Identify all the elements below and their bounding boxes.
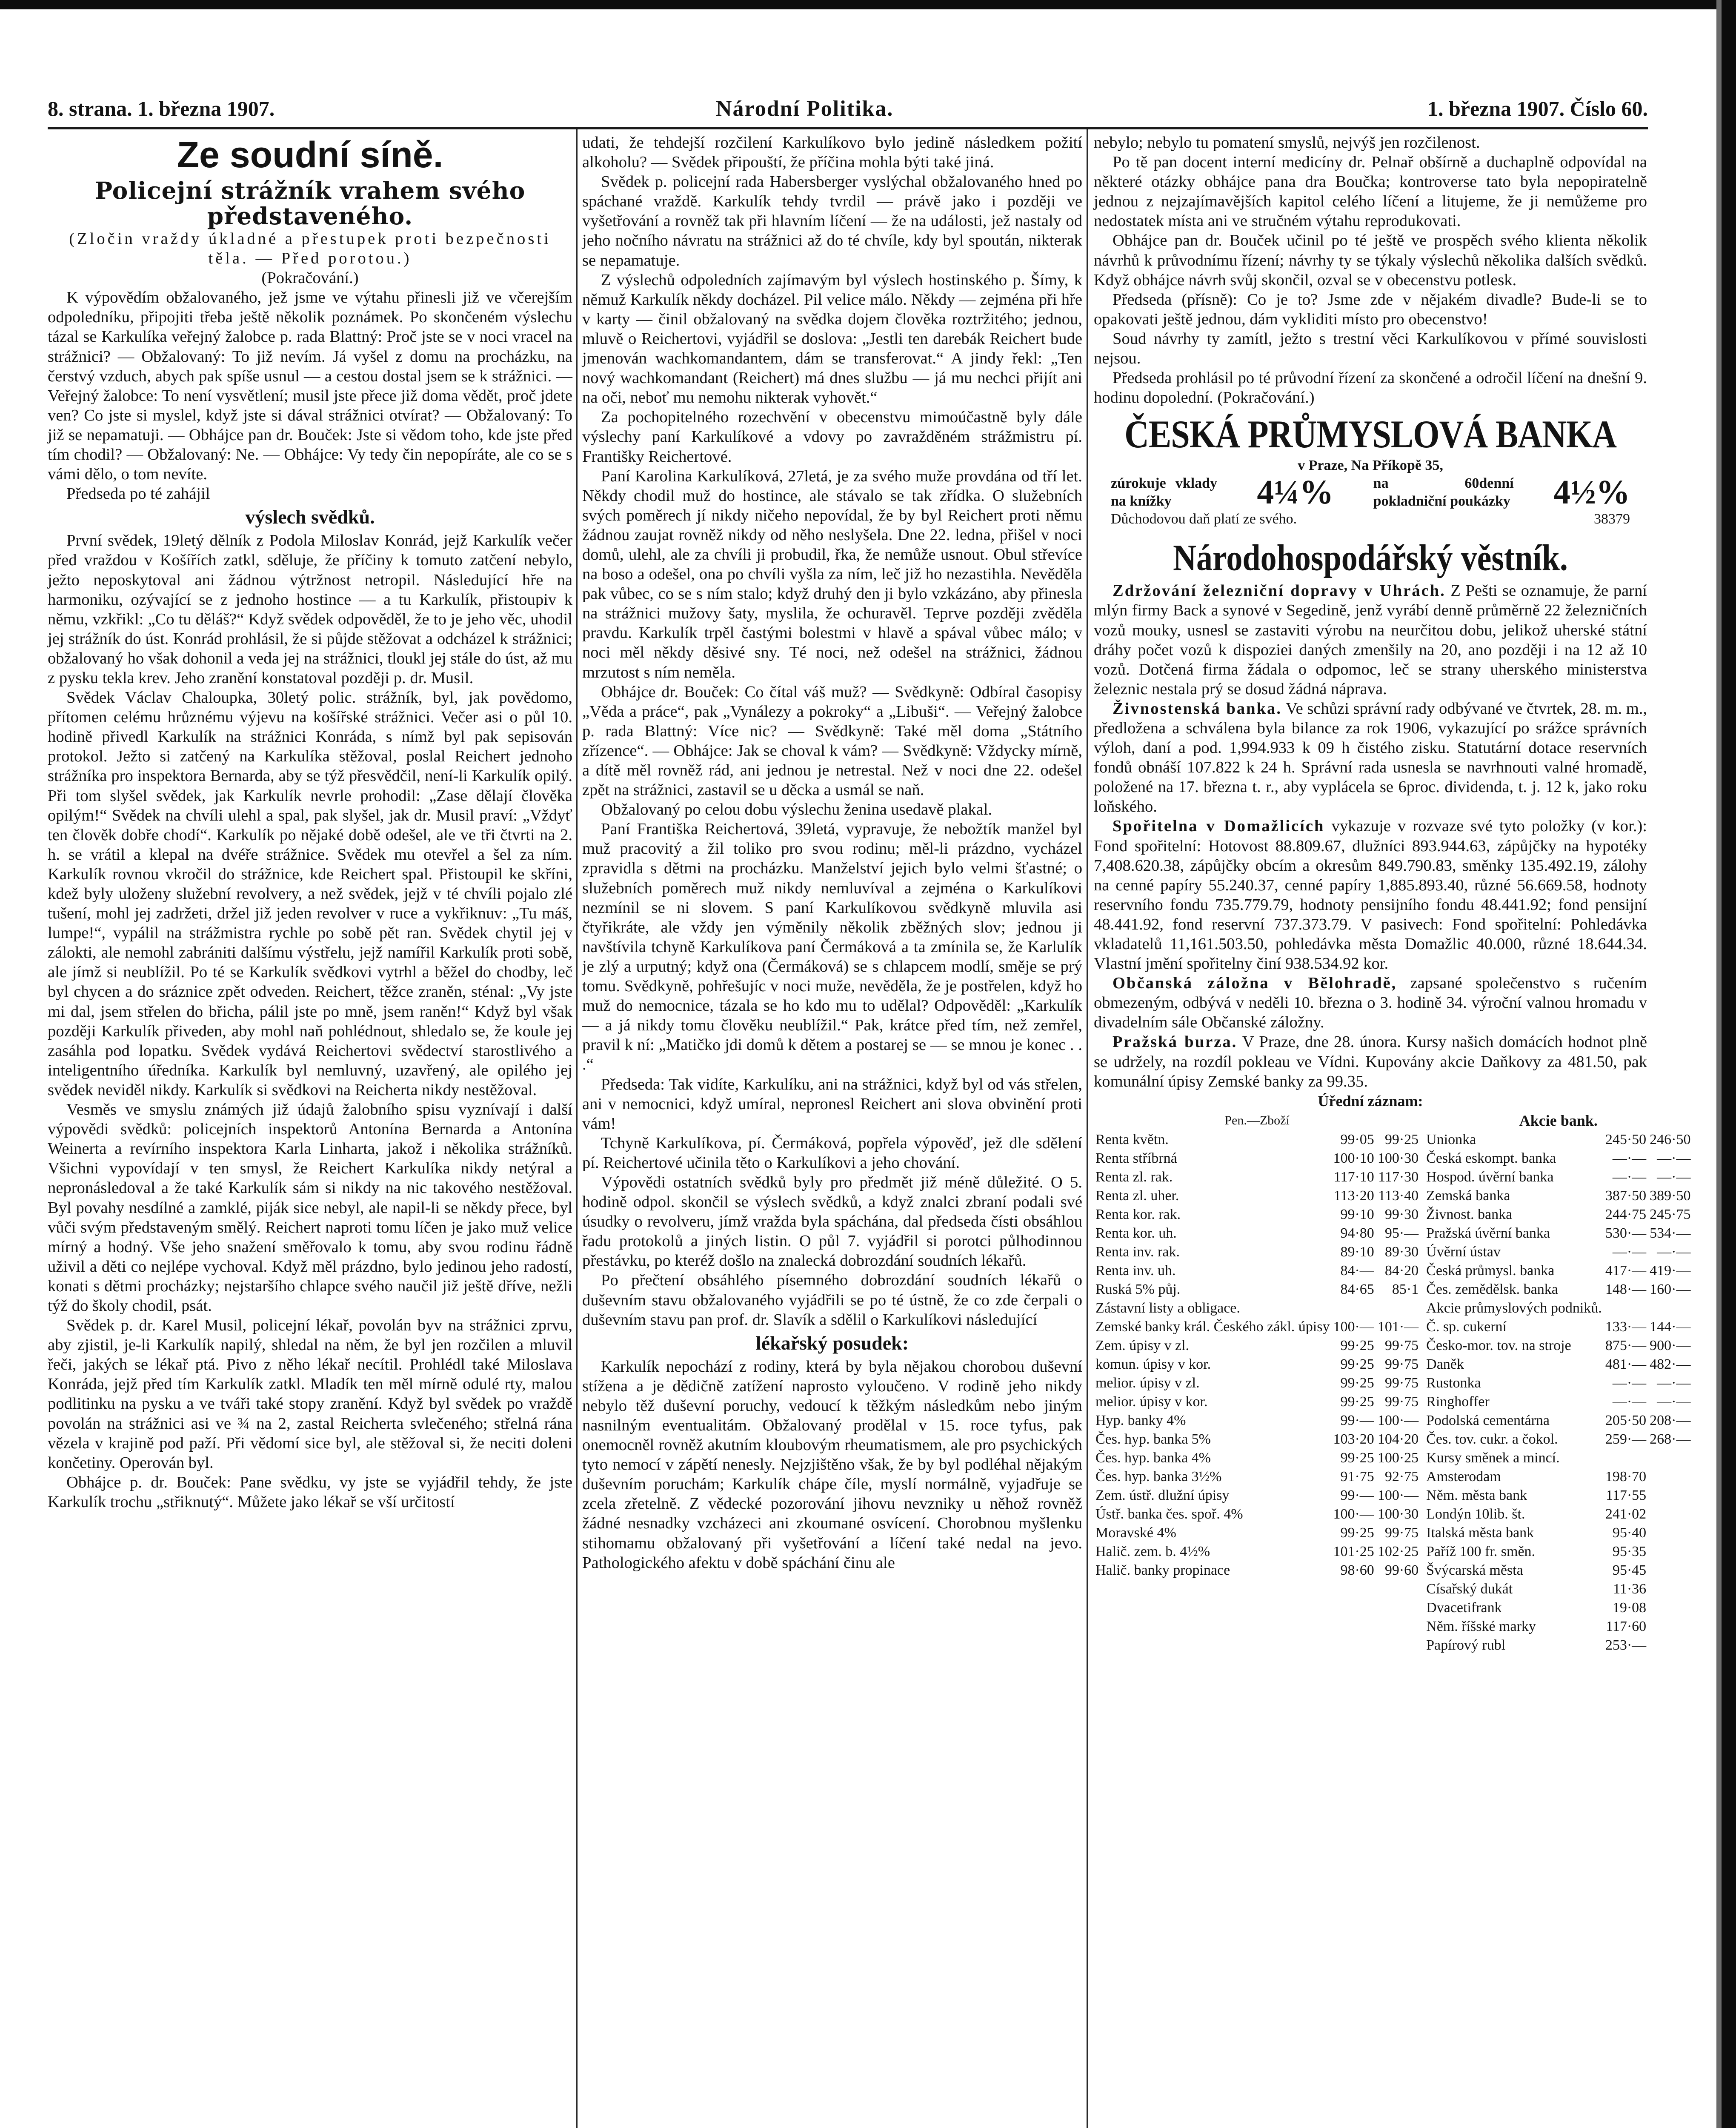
quote-value: 95·40 bbox=[1612, 1524, 1647, 1541]
quote-value: 98·60 bbox=[1340, 1562, 1374, 1578]
quote-row bbox=[1424, 1449, 1692, 1467]
paragraph: nebylo; nebylo tu pomatení smyslů, nejvýš jen rozčilenost. bbox=[1094, 134, 1480, 152]
column-divider bbox=[1087, 129, 1088, 2128]
quote-row bbox=[1424, 1636, 1692, 1655]
quote-row bbox=[1094, 1449, 1420, 1467]
quote-value: 100·30 bbox=[1377, 1150, 1419, 1166]
quote-label: Něm. říšské marky bbox=[1426, 1618, 1536, 1634]
quote-value bbox=[1648, 1486, 1692, 1505]
quote-label: Renta inv. rak. bbox=[1095, 1244, 1180, 1260]
paragraph: Předseda po té zahájil bbox=[66, 485, 210, 503]
quote-row bbox=[1424, 1505, 1692, 1524]
quote-value: 244·75 bbox=[1605, 1206, 1647, 1222]
quote-value: 99·05 bbox=[1340, 1131, 1374, 1147]
quote-label: Kursy směnek a mincí. bbox=[1426, 1450, 1560, 1466]
paragraph: udati, že tehdejší rozčilení Karkulíkovo bylo jedině následkem požití alkoholu? — Svědek připouští, že příčina mohla býti také jiná. bbox=[582, 134, 1082, 172]
paragraph: zapsané společenstvo s ručením obmezeným, odbývá v neděli 10. března o 3. hodině 34. výroční valnou hromadu v divadelním sále Občanské záložny. bbox=[1094, 974, 1647, 1032]
paragraph: Předseda (přísně): Co je to? Jsme zde v nějakém divadle? Bude-li se to opakovati ještě jednou, dám vykliditi místo pro obecenstvo! bbox=[1094, 290, 1647, 328]
quote-row bbox=[1424, 1299, 1692, 1318]
quotes-title: Úřední záznam: bbox=[1318, 1092, 1423, 1110]
quote-value: 91·75 bbox=[1340, 1468, 1374, 1484]
quote-label: Česká průmysl. banka bbox=[1426, 1262, 1555, 1279]
quote-value bbox=[1604, 1299, 1648, 1318]
quote-value: 99·25 bbox=[1340, 1356, 1374, 1372]
quote-label: Renta kor. uh. bbox=[1095, 1225, 1177, 1241]
quote-value bbox=[1648, 1524, 1692, 1542]
quote-value: 99·— bbox=[1340, 1487, 1374, 1503]
quote-label: melior. úpisy v kor. bbox=[1095, 1393, 1208, 1410]
quote-value: 89·30 bbox=[1384, 1244, 1419, 1260]
paragraph: Svědek p. policejní rada Habersberger vyslýchal obžalovaného hned po spáchané vraždě. Karkulík tehdy tvrdil — právě jako i později ve vyšetřování a rovněž tak při hlavním líčení — že na události, jež nastaly od jeho nočního návratu na strážnici až do té chvíle, kdy byl spoután, nikterak se nepamatuje. bbox=[582, 173, 1082, 269]
scan-border-top bbox=[0, 0, 1736, 9]
quote-row bbox=[1424, 1318, 1692, 1336]
quote-label: Renta květn. bbox=[1095, 1131, 1169, 1147]
quote-row bbox=[1094, 1467, 1420, 1486]
quote-label: Paříž 100 fr. směn. bbox=[1426, 1543, 1536, 1559]
quote-label: Italská města bank bbox=[1426, 1524, 1534, 1541]
quote-row bbox=[1424, 1524, 1692, 1542]
quote-value: 92·75 bbox=[1384, 1468, 1419, 1484]
column-1 bbox=[48, 133, 572, 2128]
quote-value: 875·— bbox=[1605, 1337, 1647, 1353]
quote-value: —·— bbox=[1657, 1393, 1691, 1410]
quote-value: 99·75 bbox=[1384, 1393, 1419, 1410]
quote-value: 85·1 bbox=[1392, 1281, 1419, 1297]
item-heading: Živnostenská banka. bbox=[1113, 699, 1282, 718]
quote-label: Rustonka bbox=[1426, 1375, 1481, 1391]
item-heading: Pražská burza. bbox=[1113, 1033, 1238, 1051]
quote-value: 100·10 bbox=[1333, 1150, 1374, 1166]
quotes-right-title: Akcie bank. bbox=[1519, 1112, 1598, 1129]
quote-row bbox=[1424, 1580, 1692, 1599]
quote-value bbox=[1376, 1299, 1420, 1318]
quote-label: Zástavní listy a obligace. bbox=[1095, 1300, 1240, 1316]
paragraph: Vesměs ve smyslu známých již údajů žalobního spisu vyznívají i další výpovědi svědků: policejních inspektorů Antonína Bernarda a Antonína Weinerta a revírního inspektora Karla Linharta, jakož i několika strážníků. Všichni vypovídají v ten smysl, že Reichert Karkulíka nikdy netýral a nepronásledoval a že také Karkulík sám si nikdy na nic takového nestěžoval. Byl povahy nesdílné a zamklé, piják sice nebyl, ale napil-li se někdy přece, byl vůči svým představeným smělý. Reichert naproti tomu líčen je jako muž velice mírný a hodný. Vše jeho snažení směřovalo k tomu, aby svou rodinu řádně uživil a děti co nejlépe vychoval. Když měl prázdno, bylo jedinou jeho radostí, konati s dětmi procházky; nejstaršího chlapce svého naučil již ještě dříve, nežli týž do školy chodil, psát. bbox=[48, 1101, 572, 1315]
quote-label: Čes. hyp. banka 3½% bbox=[1095, 1468, 1222, 1484]
continuation-note: (Pokračování.) bbox=[261, 269, 359, 287]
paragraph: vykazuje v rozvaze své tyto položky (v kor.): Fond spořitelní: Hotovost 88.809.67, dlužníci 893.944.63, zápůjčky na hypotéky 7,408.620.38, zápůjčky obcím a okresům 849.790.83, směnky 135.492.19, zálohy na cenné papíry 55.240.37, cenné papíry 1,885.893.40, různé 56.669.58, hodnoty reservního fondu 735.779.79, hodnoty pensijního fondu 48.441.92; fond pensijní 48.441.92, fond reservní 737.373.79. V pasivech: Fond spořitelní: Pohledávka vkladatelů 11,161.503.50, pohledávka města Domažlic 40.000, různé 18.644.34. Vlastní jmění spořitelny činí 938.534.92 kor. bbox=[1094, 817, 1647, 973]
voucher-label: na 60denní pokladniční poukázky bbox=[1373, 475, 1514, 509]
quote-value: 387·50 bbox=[1605, 1187, 1647, 1204]
quote-value: 148·— bbox=[1605, 1281, 1647, 1297]
quote-row bbox=[1094, 1299, 1420, 1318]
paragraph: Tchyně Karkulíkova, pí. Čermáková, popřela výpověď, jež dle sdělení pí. Reichertové učinila těto o Karkulíkovi a jeho chování. bbox=[582, 1134, 1082, 1172]
paragraph: Obhájce p. dr. Bouček: Pane svědku, vy jste se vyjádřil tehdy, že jste Karkulík trochu „střiknutý“. Můžete jako lékař se vší určitostí bbox=[48, 1473, 572, 1511]
quote-value: 104·20 bbox=[1377, 1431, 1419, 1447]
quote-value: 389·50 bbox=[1650, 1187, 1691, 1204]
quote-row bbox=[1424, 1599, 1692, 1617]
quote-row bbox=[1424, 1205, 1692, 1224]
quote-value: 259·— bbox=[1605, 1431, 1647, 1447]
quote-label: Halič. zem. b. 4½% bbox=[1095, 1543, 1210, 1559]
quote-value: 99·— bbox=[1340, 1412, 1374, 1428]
deposit-rate: 4¼% bbox=[1257, 474, 1334, 512]
quote-value: 530·— bbox=[1605, 1225, 1647, 1241]
date-issue-number: 1. března 1907. Číslo 60. bbox=[1427, 97, 1648, 120]
quote-label: Renta stříbrná bbox=[1095, 1150, 1177, 1166]
quote-row bbox=[1094, 1411, 1420, 1430]
quote-value: 84·65 bbox=[1340, 1281, 1374, 1297]
quote-value: 268·— bbox=[1650, 1431, 1691, 1447]
quote-value bbox=[1648, 1505, 1692, 1524]
quote-row bbox=[1094, 1561, 1420, 1580]
bank-address: v Praze, Na Příkopě 35, bbox=[1298, 458, 1443, 474]
quote-value: —·— bbox=[1612, 1375, 1647, 1391]
quote-value: 113·40 bbox=[1378, 1187, 1419, 1204]
quote-label: Hyp. banky 4% bbox=[1095, 1412, 1186, 1428]
quote-label: Ringhoffer bbox=[1426, 1393, 1490, 1410]
quote-value bbox=[1648, 1617, 1692, 1636]
quote-row bbox=[1424, 1374, 1692, 1393]
quote-value: 19·08 bbox=[1612, 1599, 1647, 1616]
quote-label: Císařský dukát bbox=[1426, 1581, 1513, 1597]
quote-row bbox=[1424, 1261, 1692, 1280]
bank-rates bbox=[1111, 475, 1630, 510]
quote-row bbox=[1094, 1430, 1420, 1449]
quote-value: 99·25 bbox=[1340, 1393, 1374, 1410]
paragraph: Karkulík nepochází z rodiny, která by byla nějakou chorobou duševní stížena a je dědičně zatížení naprosto vyloučeno. V rodině jeho nikdy nebylo těž duševní poruchy, vedoucí k těžkým následkům nebo jiným nasnilným eventualitám. Obžalovaný prodělal v 15. roce tyfus, pak onemocněl rovněž akutním kloubovým rheumatismem, ale pro psychických tyto nemocí v zápětí nenesly. Nejzjištěno však, že by byl podléhal nějakým duševním poruchám; Karkulík chápe číle, myslí normálně, vyjadřuje se zcela zřetelně. Z vědecké pozorování jihovu nevzniky u něhož rovněž žádné nesnadky vzcházeci ani zkoumané osvícení. Chorobnou myšlenku stihomamu obžalovaný při vyšetřování a líčení také nedal na jevo. Pathologického afektu v době spáchání činu ale bbox=[582, 1357, 1082, 1572]
quote-label: Čes. hyp. banka 4% bbox=[1095, 1450, 1211, 1466]
quote-value: —·— bbox=[1657, 1169, 1691, 1185]
section-title: Ze soudní síně. bbox=[177, 134, 443, 175]
quote-value: 117·55 bbox=[1606, 1487, 1647, 1503]
quote-label: Česká eskompt. banka bbox=[1426, 1150, 1556, 1166]
quote-row bbox=[1094, 1243, 1420, 1261]
masthead bbox=[48, 96, 1648, 126]
quote-value: 99·25 bbox=[1340, 1524, 1374, 1541]
quote-label: Pražská úvěrní banka bbox=[1426, 1225, 1550, 1241]
quote-value: 99·75 bbox=[1384, 1356, 1419, 1372]
quote-value: 100·30 bbox=[1377, 1506, 1419, 1522]
paragraph: První svědek, 19letý dělník z Podola Miloslav Konrád, jejž Karkulík večer před vraždou v Košířích zatkl, sděluje, že příčiny k tomuto zatčení nebylo, ježto neposkytoval ani žádnou výtržnost netropil. Následující hře na harmoniku, ozývající se z jednoho hostince — a tu Karkulík, přistoupiv k němu, vzkřikl: „Co tu děláš?“ Když svědek odpověděl, že to je jeho věc, uhodil jej strážník do úst. Konrád prohlásil, že si půjde stěžovat a odcházel k strážnici; obžalovaný ho však dohonil a veda jej na strážnici, tloukl jej stále do úst, až mu z pysku tekla krev. Jeho zranění konstatoval později p. dr. Musil. bbox=[48, 532, 572, 687]
quote-value: 84·20 bbox=[1384, 1262, 1419, 1279]
quote-value: 208·— bbox=[1650, 1412, 1691, 1428]
quote-value: 99·75 bbox=[1384, 1375, 1419, 1391]
quote-value: 117·10 bbox=[1333, 1169, 1374, 1185]
quote-label: Halič. banky propinace bbox=[1095, 1562, 1230, 1578]
quote-label: melior. úpisy v zl. bbox=[1095, 1375, 1200, 1391]
quote-label: Zemské banky král. Českého zákl. úpisy bbox=[1095, 1319, 1330, 1335]
quote-row bbox=[1424, 1149, 1692, 1168]
paragraph: Předseda: Tak vidíte, Karkulíku, ani na strážnici, když byl od vás střelen, ani v nemocnici, když umíral, nepronesl Reichert ani slova obvinění proti vám! bbox=[582, 1075, 1082, 1133]
quote-label: Amsterodam bbox=[1426, 1468, 1501, 1484]
quote-label: Čes. tov. cukr. a čokol. bbox=[1426, 1431, 1558, 1447]
quote-row bbox=[1424, 1224, 1692, 1243]
quote-value: 100·— bbox=[1333, 1319, 1374, 1335]
item-heading: Spořitelna v Domažlicích bbox=[1113, 817, 1325, 835]
quote-row bbox=[1094, 1505, 1420, 1524]
quote-row bbox=[1094, 1355, 1420, 1374]
quote-value: 482·— bbox=[1650, 1356, 1691, 1372]
bank-ad-title: ČESKÁ PRŮMYSLOVÁ BANKA bbox=[1124, 413, 1616, 456]
quotes-left bbox=[1094, 1111, 1420, 1655]
quote-value: 534·— bbox=[1650, 1225, 1691, 1241]
paragraph: Paní Františka Reichertová, 39letá, vypravuje, že nebožtík manžel byl muž pracovitý a žil toliko pro svou rodinu; měl-li prázdno, vycházel zpravidla s dětmi na procházku. Manželství jejich bylo velmi šťastné; o služebních poměrech muž nikdy nemluvíval a zejména o Karkulíkovi nezmínil se ni slovem. S paní Karkulíkovou svědkyně mluvila asi čtyřikráte, ale vždy jen výměnily několik zběžných slov; jednou ji navštívila tchyně Karkulíkova paní Čermáková a ta zmínila se, že Karlulík je zlý a urputný; když ona (Čermáková) se s chlapcem modlí, směje se prý tomu. Svědkyně, pohřešujíc v noci muže, nevěděla, že je postřelen, když ho muž do nemocnice, tázala se ho kdo mu to udělal? Odpověděl: „Karkulík — a já nikdy tomu člověku neublížil.“ Pak, krátce před tím, než zemřel, pravil k ní: „Matičko jdi domů k dětem a postarej se — se mnou je konec . . .“ bbox=[582, 820, 1082, 1074]
column-2 bbox=[582, 133, 1082, 2128]
quote-value bbox=[1648, 1299, 1692, 1318]
quote-value: 99·25 bbox=[1340, 1450, 1374, 1466]
quote-value: 99·60 bbox=[1384, 1562, 1419, 1578]
quote-label: Zem. ústř. dlužní úpisy bbox=[1095, 1487, 1230, 1503]
quote-row bbox=[1094, 1318, 1420, 1336]
quote-value: 144·— bbox=[1650, 1319, 1691, 1335]
item-heading: Zdržování železniční dopravy v Uhrách. bbox=[1113, 582, 1446, 600]
article-headline: Policejní strážník vrahem svého představeného. bbox=[94, 177, 526, 230]
paragraph: Předseda prohlásil po té průvodní řízení za skončené a odročil líčení na dnešní 9. hodinu dopolední. (Pokračování.) bbox=[1094, 369, 1647, 407]
quote-label: Zem. úpisy v zl. bbox=[1095, 1337, 1190, 1353]
paragraph: Obžalovaný po celou dobu výslechu ženina usedavě plakal. bbox=[601, 801, 992, 819]
quote-value: 95·35 bbox=[1612, 1543, 1647, 1559]
quote-label: Zemská banka bbox=[1426, 1187, 1510, 1204]
quote-label: Dvacetifrank bbox=[1426, 1599, 1502, 1616]
subheading: výslech svědků. bbox=[245, 506, 375, 528]
quote-row bbox=[1424, 1561, 1692, 1580]
quote-value: 99·25 bbox=[1340, 1337, 1374, 1353]
quote-label: Švýcarská města bbox=[1426, 1562, 1523, 1578]
subheading: lékařský posudek: bbox=[755, 1332, 909, 1354]
quote-row bbox=[1424, 1467, 1692, 1486]
quote-label: Ruská 5% půj. bbox=[1095, 1281, 1181, 1297]
quote-value: 117·60 bbox=[1606, 1618, 1647, 1634]
quote-row bbox=[1094, 1542, 1420, 1561]
quote-row bbox=[1094, 1374, 1420, 1393]
quote-label: Renta zl. uher. bbox=[1095, 1187, 1179, 1204]
quote-value bbox=[1648, 1599, 1692, 1617]
quote-value: 99·25 bbox=[1340, 1375, 1374, 1391]
quote-row bbox=[1094, 1336, 1420, 1355]
newspaper-title: Národní Politika. bbox=[716, 97, 894, 121]
stock-quotes bbox=[1094, 1111, 1691, 1655]
quote-label: Londýn 10lib. št. bbox=[1426, 1506, 1525, 1522]
quote-row bbox=[1094, 1187, 1420, 1205]
quote-label: Čes. hyp. banka 5% bbox=[1095, 1431, 1211, 1447]
paragraph: Po tě pan docent interní medicíny dr. Pelnař obšírně a duchaplně odpovídal na některé otázky obhájce pana dra Boučka; kontroverse tato byla nepopiratelně jednou z nejzajímavějších kapitol celého líčení a litujeme, že ji nemůžeme pro nedostatek místa ani ve stručném výtahu reprodukovati. bbox=[1094, 153, 1647, 230]
paragraph: Paní Karolina Karkulíková, 27letá, je za svého muže provdána od tří let. Někdy chodil muž do hostince, ale stávalo se tak zřídka. O služebních svých poměrech jí nikdy ničeho nepovídal, že by byl Reichert proti němu žádnou zaujat rovněž nikdy od něho neslyšela. Dne 22. ledna, přišel v noci domů, ulehl, ale za chvíli ji probudil, řka, že nemůže usnout. Obul střevíce na boso a odešel, ona po chvíli vyšla za ním, leč již ho nezastihla. Nevěděla pak vůbec, co se s ním stalo; když druhý den ji bylo vzkázáno, aby přinesla na strážnici mužovy šaty, myslila, že ochuravěl. Teprve později zvěděla pravdu. Karkulík trpěl častými bolestmi v hlavě a spával vůbec málo; v noci měl někdy děsivé sny. Té noci, než odešel na strážnici, žádnou mrzutost s ním neměla. bbox=[582, 467, 1082, 681]
quote-value: —·— bbox=[1657, 1244, 1691, 1260]
quotes-table-right bbox=[1424, 1130, 1692, 1655]
quote-value: 133·— bbox=[1605, 1319, 1647, 1335]
quote-row bbox=[1424, 1617, 1692, 1636]
quote-value: 100·— bbox=[1377, 1487, 1419, 1503]
bank-ad bbox=[1111, 457, 1630, 528]
quote-value: 160·— bbox=[1650, 1281, 1691, 1297]
quote-label: Hospod. úvěrní banka bbox=[1426, 1169, 1554, 1185]
bank-footer bbox=[1111, 510, 1630, 528]
quote-value: 103·20 bbox=[1333, 1431, 1374, 1447]
paragraph: Výpovědi ostatních svědků byly pro předmět již méně důležité. O 5. hodině odpol. skončil se výslech svědků, a když znalci zbraní podali své úsudky o revolveru, jímž vražda byla spáchána, dal předseda čísti obsáhlou řadu protokolů a jiných listin. O půl 7. vyjádřil si porotci půlhodinnou přestávku, po kteréž došlo na znalecká dobrozdání soudních lékařů. bbox=[582, 1173, 1082, 1270]
quote-row bbox=[1424, 1430, 1692, 1449]
quote-value bbox=[1648, 1580, 1692, 1599]
quote-row bbox=[1424, 1168, 1692, 1187]
quotes-table-left bbox=[1094, 1130, 1420, 1580]
econ-section-title: Národohospodářský věstník. bbox=[1173, 538, 1568, 579]
quote-row bbox=[1094, 1524, 1420, 1542]
quote-label: Ústř. banka čes. spoř. 4% bbox=[1095, 1506, 1243, 1522]
quote-value: 100·— bbox=[1333, 1506, 1374, 1522]
quote-label: Živnost. banka bbox=[1426, 1206, 1513, 1222]
quote-row bbox=[1094, 1486, 1420, 1505]
quote-value: 101·— bbox=[1377, 1319, 1419, 1335]
quote-label: Renta kor. rak. bbox=[1095, 1206, 1181, 1222]
quote-value bbox=[1648, 1449, 1692, 1467]
quote-row bbox=[1094, 1393, 1420, 1411]
quote-value: —·— bbox=[1612, 1393, 1647, 1410]
quote-label: Papírový rubl bbox=[1426, 1637, 1506, 1653]
quote-value: 205·50 bbox=[1605, 1412, 1647, 1428]
paragraph: Za pochopitelného rozechvění v obecenstvu mimoúčastně byly dále výslechy paní Karkulíkové a vdovy po zavražděném strážmistru pí. Františky Reichertové. bbox=[582, 408, 1082, 466]
quote-value: 99·10 bbox=[1340, 1206, 1374, 1222]
quote-row bbox=[1094, 1149, 1420, 1168]
quote-value: 89·10 bbox=[1340, 1244, 1374, 1260]
quote-row bbox=[1094, 1205, 1420, 1224]
quotes-right bbox=[1424, 1111, 1692, 1655]
quote-label: Renta inv. uh. bbox=[1095, 1262, 1176, 1279]
quote-value: 117·30 bbox=[1378, 1169, 1419, 1185]
ad-code: 38379 bbox=[1594, 511, 1630, 527]
item-heading: Občanská záložna v Bělohradě, bbox=[1113, 974, 1397, 992]
quote-label: Podolská cementárna bbox=[1426, 1412, 1550, 1428]
quote-value: 241·02 bbox=[1605, 1506, 1647, 1522]
quote-label: Něm. města bank bbox=[1426, 1487, 1527, 1503]
column-divider bbox=[576, 129, 578, 2128]
quote-row bbox=[1094, 1130, 1420, 1149]
quote-value: 481·— bbox=[1605, 1356, 1647, 1372]
header-rule bbox=[48, 127, 1648, 129]
quote-label: Moravské 4% bbox=[1095, 1524, 1176, 1541]
quote-value bbox=[1331, 1299, 1376, 1318]
quote-value bbox=[1648, 1561, 1692, 1580]
quote-value: 84·— bbox=[1340, 1262, 1374, 1279]
quote-row bbox=[1424, 1355, 1692, 1374]
quote-value: 417·— bbox=[1605, 1262, 1647, 1279]
quote-label: Renta zl. rak. bbox=[1095, 1169, 1173, 1185]
quote-label: Akcie průmyslových podniků. bbox=[1426, 1300, 1602, 1316]
quote-row bbox=[1424, 1393, 1692, 1411]
deposit-label: zúrokuje vklady na knížky bbox=[1111, 475, 1217, 509]
quote-label: Daněk bbox=[1426, 1356, 1464, 1372]
quote-value bbox=[1648, 1467, 1692, 1486]
quote-value: 245·75 bbox=[1650, 1206, 1691, 1222]
quotes-column-head: Pen.—Zboží bbox=[1224, 1113, 1290, 1127]
quote-value: 101·25 bbox=[1333, 1543, 1374, 1559]
quote-value bbox=[1648, 1542, 1692, 1561]
quote-label: komun. úpisy v kor. bbox=[1095, 1356, 1211, 1372]
quote-row bbox=[1424, 1542, 1692, 1561]
quote-value: 99·75 bbox=[1384, 1524, 1419, 1541]
quote-label: Č. sp. cukerní bbox=[1426, 1319, 1507, 1335]
quote-value: 11·36 bbox=[1613, 1581, 1647, 1597]
quote-value: —·— bbox=[1612, 1150, 1647, 1166]
quote-value bbox=[1648, 1636, 1692, 1655]
quote-row bbox=[1424, 1486, 1692, 1505]
quote-value: —·— bbox=[1657, 1150, 1691, 1166]
quote-row bbox=[1424, 1336, 1692, 1355]
quote-row bbox=[1424, 1187, 1692, 1205]
quote-row bbox=[1094, 1224, 1420, 1243]
column-3 bbox=[1094, 133, 1691, 2128]
quote-value: 100·25 bbox=[1377, 1450, 1419, 1466]
quote-row bbox=[1424, 1130, 1692, 1149]
quote-row bbox=[1094, 1280, 1420, 1299]
page-number-date: 8. strana. 1. března 1907. bbox=[48, 97, 275, 120]
paragraph: Soud návrhy ty zamítl, ježto s trestní věci Karkulíkovou v přímé souvislosti nejsou. bbox=[1094, 329, 1647, 368]
quote-value bbox=[1604, 1449, 1648, 1467]
article-charge: (Zločin vraždy úkladné a přestupek proti bezpečnosti těla. — Před porotou.) bbox=[69, 230, 551, 268]
quote-row bbox=[1424, 1280, 1692, 1299]
paragraph: Svědek p. dr. Karel Musil, policejní lékař, povolán byv na strážnici zprvu, aby zjistil, je-li Karkulík napilý, shledal na něm, že byl jen rozčilen a mluvil řeči, jakých se lékař ptá. Pivo z něho lékař necítil. Prohlédl také Miloslava Konráda, jejž před tím Karkulík zatkl. Mladík ten měl mírně odulé rty, malou podlitinku na pysku a ve tváři také stopy zranění. Když byl svědek po vraždě povolán na strážnici asi ve ¾ na 2, zastal Reicherta svlečeného; střelná rána vězela v krajině pod paží. Při vědomí sice byl, ale stěžoval si, že neciti doleni končetiny. Operován byl. bbox=[48, 1316, 572, 1472]
quote-value: 253·— bbox=[1605, 1637, 1647, 1653]
quote-label: Čes. zemědělsk. banka bbox=[1426, 1281, 1558, 1297]
paragraph: Svědek Václav Chaloupka, 30letý polic. strážník, byl, jak povědomo, přítomen celému hrůznému výjevu na košířské strážnici. Večer asi o půl 10. hodině přivedl Karkulík na strážnici Konráda, s nímž byl pak sepisován protokol. Ježto si zatčený na Karkulíka stěžoval, poslal Reichert jednoho strážníka pro inspektora Bernarda, aby se týž přesvědčil, není-li Karkulík opilý. Při tom slyšel svědek, jak Karkulík nevrle prohodil: „Zase dělají člověka opilým!“ Svědek na chvíli ulehl a spal, pak slyšel, jak dr. Musil praví: „Vždyť ten člověk dobře chodí“. Karkulík po nějaké době odešel, ale ve tři čtvrti na 2. h. se vrátil a klepal na dvéře strážnice. Svědek mu otevřel a šel za ním. Karkulík rovnou vkročil do strážnice, kde Reichert spal. Přistoupil ke skříni, kdež byly uloženy služební revolvery, a než svědek, jejž v té chvíli pojalo zlé tušení, mohl jej zadržeti, držel již jeden revolver v ruce a vykřiknuv: „Tu máš, lumpe!“, vypálil na strážmistra rychle po sobě pět ran. Svědek chytil jej v zálokti, ale nemohl zabrániti dalšímu výstřelu, jejž namířil Karkulík proti sobě, ale jímž si neublížil. Po té se Karkulík svědkovi vytrhl a běžel do chodby, leč byl chycen a do sráznice zpět odveden. Reichert, těžce zraněn, sténal: „Vy jste mi dal, jsem střelen do břicha, pálil jste po mně, jsem raněn!“ Když byl však později Karkulík přiveden, aby mohl naň pohlédnout, shledalo se, že koule jej zasáhla pod lopatku. Svědek vydává Reichertovi svědectví starostlivého a inteligentního úředníka. Karkulík byl nemluvný, uzavřený, ale opilého jej svědek neviděl nikdy. Karkulík si svědkovi na Reicherta nikdy nestěžoval. bbox=[48, 689, 572, 1099]
quote-row bbox=[1094, 1168, 1420, 1187]
quote-row bbox=[1094, 1261, 1420, 1280]
quote-value: 113·20 bbox=[1333, 1187, 1374, 1204]
quote-value: 99·30 bbox=[1384, 1206, 1419, 1222]
quote-value: —·— bbox=[1612, 1169, 1647, 1185]
quote-value: 102·25 bbox=[1377, 1543, 1419, 1559]
voucher-rate: 4½% bbox=[1553, 474, 1630, 512]
quote-value: 99·25 bbox=[1384, 1131, 1419, 1147]
quote-label: Úvěrní ústav bbox=[1426, 1244, 1501, 1260]
scan-border-right bbox=[1722, 0, 1736, 2128]
quote-row bbox=[1424, 1243, 1692, 1261]
paragraph: Ve schůzi správní rady odbývané ve čtvrtek, 28. m. m., předložena a schválena byla bilance za rok 1906, vykazující po srážce správních výloh, daní a pod. 1,994.933 k 09 h čistého zisku. Statutární dotace reservních fondů obnáší 107.822 k 24 h. Správní rada usnesla se navrhnouti valné hromadě, položené na 17. března t. r., aby vyplácela se 6proc. dividenda, t. j. 12 k, jako roku loňského. bbox=[1094, 699, 1647, 816]
paragraph: Obhájce dr. Bouček: Co čítal váš muž? — Svědkyně: Odbíral časopisy „Věda a práce“, pak „Vynálezy a pokroky“ a „Libuši“. — Veřejný žalobce p. rada Blattný: Více nic? — Svědkyně: Také měl doma „Státního zřízence“. — Obhájce: Jak se choval k vám? — Svědkyně: Vždycky mírně, a dítě měl rovněž rád, ani jednou je netrestal. Než v noci dne 22. odešel zpět na strážnici, zastavil se u děcka a usmál se naň. bbox=[582, 683, 1082, 799]
paragraph: K výpovědím obžalovaného, jež jsme ve výtahu přinesli již ve včerejším odpoledníku, připojiti třeba ještě několik poznámek. Po skončeném výslechu tázal se Karkulíka veřejný žalobce p. rada Blattný: Proč jste se v noci vracel na strážnici? — Obžalovaný: To již nevím. Já vyšel z domu na procházku, na čerstvý vzduch, abych pak spíše usnul — a cestou dostal jsem se k strážnici. — Veřejný žalobce: To není vysvětlení; musil jste přece již doma vědět, proč jdete ven? Co jste si myslel, když jste si dával strážnici otvírat? — Obžalovaný: To již se nepamatuji. — Obhájce pan dr. Bouček: Jste si vědom toho, kde jste před tím chodil? — Obžalovaný: Ne. — Obhájce: Vy tedy čin nepopíráte, ale co se s vámi dělo, o tom nevíte. bbox=[48, 289, 572, 483]
quote-label: Unionka bbox=[1426, 1131, 1476, 1147]
quote-value: 95·— bbox=[1384, 1225, 1419, 1241]
quote-label: Česko-mor. tov. na stroje bbox=[1426, 1337, 1571, 1353]
quote-value: 100·— bbox=[1377, 1412, 1419, 1428]
paragraph: Z výslechů odpoledních zajímavým byl výslech hostinského p. Šímy, k němuž Karkulík někdy docházel. Pil velice málo. Někdy — zejména při hře v karty — činil obžalovaný na svědka dojem člověka roztržitého; jednou, mluvě o Reichertovi, vyjádřil se doslova: „Jestli ten darebák Reichert bude jmenován wachkomandantem, dám se transferovat.“ A jindy řekl: „Ten nový wachkomandant (Reichert) má dnes službu — já mu nechci přijít ani na oči, neboť mu nemohu nikterak vyhovět.“ bbox=[582, 271, 1082, 407]
quote-value: 245·50 bbox=[1605, 1131, 1647, 1147]
quote-value: 246·50 bbox=[1650, 1131, 1691, 1147]
quote-value: 419·— bbox=[1650, 1262, 1691, 1279]
quote-value: 95·45 bbox=[1612, 1562, 1647, 1578]
paragraph: Po přečtení obsáhlého písemného dobrozdání soudních lékařů o duševním stavu obžalovaného vyjádřili se po té ústně, že co zde čerpali o duševním stavu pan prof. dr. Slavík a sdělil o Karkulíkovi následující bbox=[582, 1271, 1082, 1329]
paragraph: V Praze, dne 28. února. Kursy našich domácích hodnot plně se udržely, na rozdíl pokleau ve Vídni. Kupovány akcie Daňkovy za 481.50, pak komunální úpisy Zemské banky za 99.35. bbox=[1094, 1033, 1647, 1090]
quote-value: 900·— bbox=[1650, 1337, 1691, 1353]
quote-value: 198·70 bbox=[1605, 1468, 1647, 1484]
paragraph: Obhájce pan dr. Bouček učinil po té ještě ve prospěch svého klienta několik návrhů k průvodnímu řízení; návrhy ty se týkaly výslechů několika dalších svědků. Když obhájce návrh svůj skončil, ozval se v obecenstvu potlesk. bbox=[1094, 232, 1647, 289]
tax-note: Důchodovou daň platí ze svého. bbox=[1111, 511, 1297, 527]
paragraph: Z Pešti se oznamuje, že parní mlýn firmy Back a synové v Segedině, jenž vyrábí denně průměrně 22 železničních vozů mouky, usnesl se zastaviti výrobu na neurčitou dobu, jelikož uherské státní dráhy počet vozů k dispoziei daných zmenšily na 20, ano později i na 12 až 10 vozů. Dotčená firma žádala o odpomoc, leč se strany uherského ministerstva železnic nestala prý se dosud žádná náprava. bbox=[1094, 582, 1647, 698]
scan-border-shadow bbox=[1716, 0, 1722, 2128]
quote-value: —·— bbox=[1612, 1244, 1647, 1260]
quote-row bbox=[1424, 1411, 1692, 1430]
quote-value: 94·80 bbox=[1340, 1225, 1374, 1241]
quote-value: —·— bbox=[1657, 1375, 1691, 1391]
quote-value: 99·75 bbox=[1384, 1337, 1419, 1353]
